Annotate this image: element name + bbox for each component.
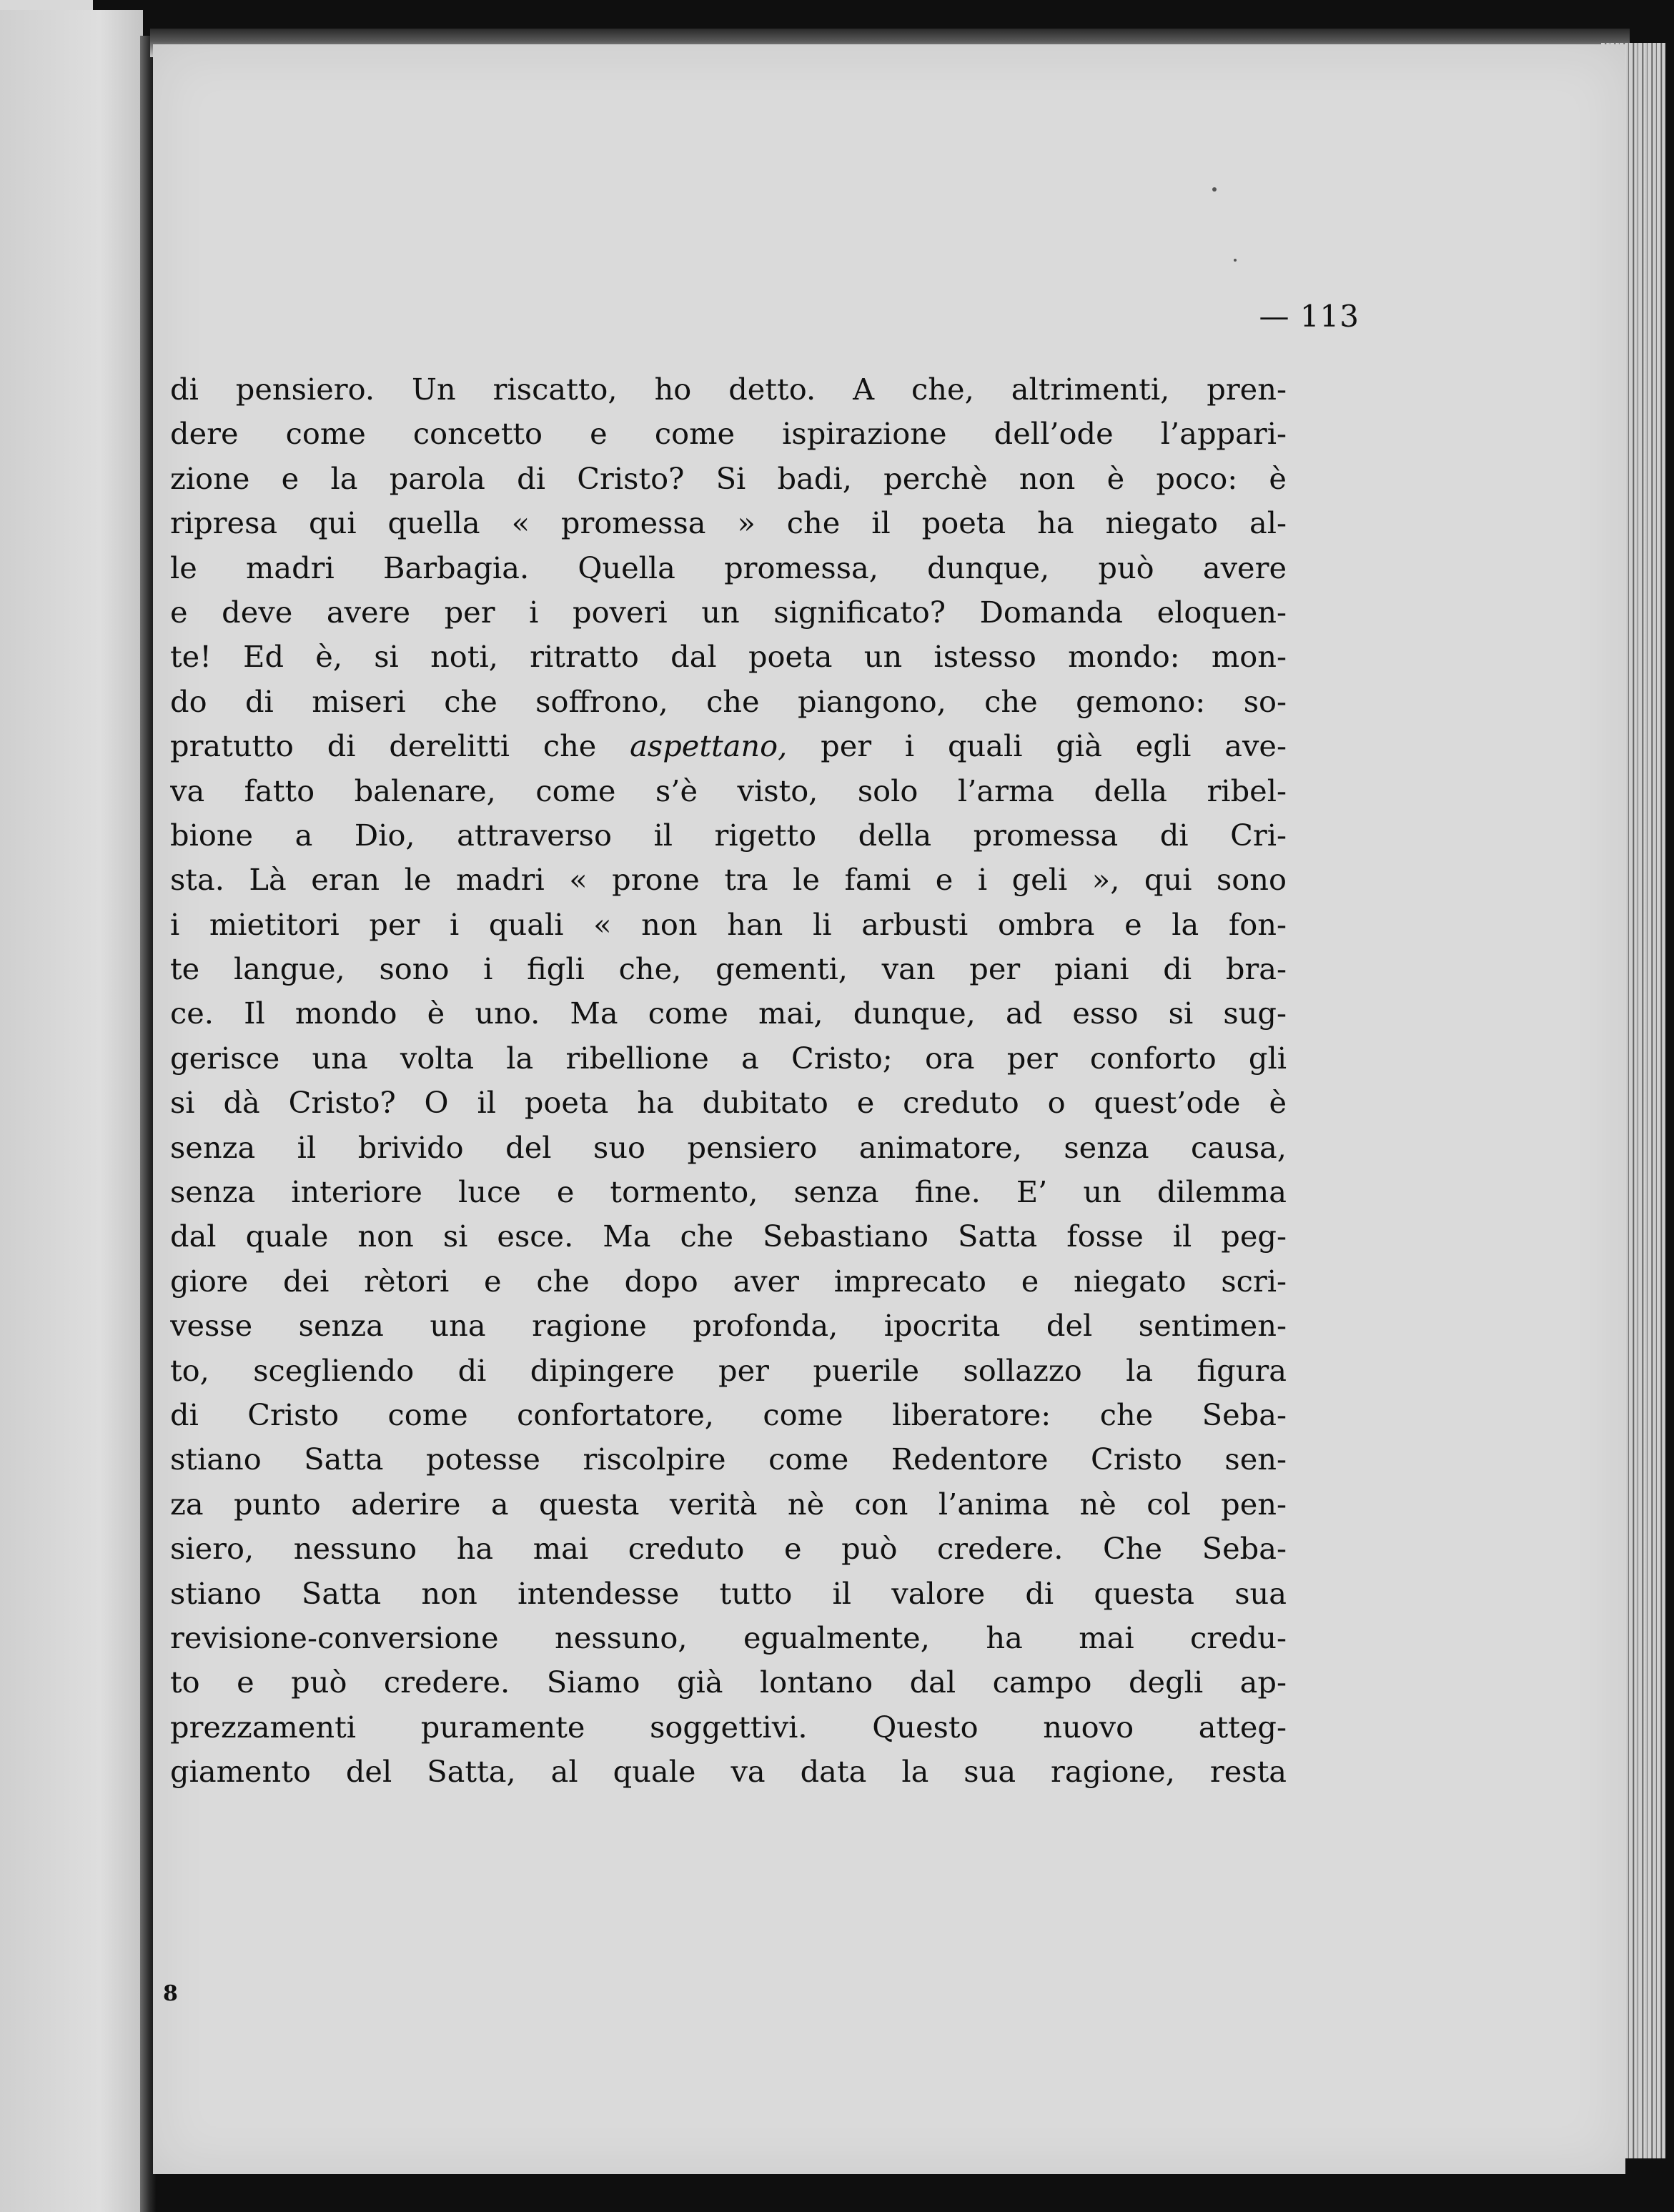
text-line: va fatto balenare, come s’è visto, solo l’arma della ribel- (170, 773, 1287, 808)
text-line: ce. Il mondo è uno. Ma come mai, dunque, ad esso si sug- (170, 996, 1287, 1031)
text-line: giamento del Satta, al quale va data la sua ragione, resta (170, 1754, 1287, 1790)
text-line: prezzamenti puramente soggettivi. Questo nuovo atteg- (170, 1709, 1287, 1745)
text-line: di Cristo come confortatore, come liberatore: che Seba- (170, 1397, 1287, 1432)
text-line: do di miseri che soffrono, che piangono, che gemono: so- (170, 683, 1287, 719)
text-line: to, scegliendo di dipingere per puerile sollazzo la figura (170, 1352, 1287, 1388)
text-line: dere come concetto e come ispirazione dell’ode l’appari- (170, 416, 1287, 452)
text-line: te langue, sono i figli che, gementi, van per piani di bra- (170, 951, 1287, 987)
text-segment: per i quali già egli ave- (787, 728, 1287, 764)
text-line-with-italic (170, 724, 1287, 768)
text-line: siero, nessuno ha mai creduto e può credere. Che Seba- (170, 1531, 1287, 1567)
text-line: e deve avere per i poveri un significato? Domanda eloquen- (170, 594, 1287, 630)
left-page-sliver (0, 10, 143, 2212)
text-line: bione a Dio, attraverso il rigetto della promessa di Cri- (170, 817, 1287, 853)
paper-speck (1212, 187, 1217, 192)
text-line: di pensiero. Un riscatto, ho detto. A che, altrimenti, pren- (170, 372, 1287, 407)
text-line: revisione-conversione nessuno, egualmente, ha mai credu- (170, 1620, 1287, 1655)
text-line: gerisce una volta la ribellione a Cristo; ora per conforto gli (170, 1040, 1287, 1076)
text-line: senza il brivido del suo pensiero animatore, senza causa, (170, 1129, 1287, 1165)
text-line: dal quale non si esce. Ma che Sebastiano Satta fosse il peg- (170, 1219, 1287, 1254)
text-line: stiano Satta non intendesse tutto il valore di questa sua (170, 1575, 1287, 1611)
text-line: sta. Là eran le madri « prone tra le fami e i geli », qui sono (170, 862, 1287, 898)
text-line: zione e la parola di Cristo? Si badi, perchè non è poco: è (170, 460, 1287, 496)
text-line: za punto aderire a questa verità nè con l’anima nè col pen- (170, 1486, 1287, 1522)
paper-speck (1234, 259, 1237, 262)
text-line: le madri Barbagia. Quella promessa, dunque, può avere (170, 550, 1287, 585)
text-line: to e può credere. Siamo già lontano dal campo degli ap- (170, 1665, 1287, 1700)
italic-word: aspettano, (630, 728, 788, 764)
page-number: — 113 (1259, 299, 1359, 334)
text-line: si dà Cristo? O il poeta ha dubitato e creduto o quest’ode è (170, 1085, 1287, 1121)
text-line: stiano Satta potesse riscolpire come Redentore Cristo sen- (170, 1442, 1287, 1477)
text-line: te! Ed è, si noti, ritratto dal poeta un istesso mondo: mon- (170, 639, 1287, 675)
text-line: senza interiore luce e tormento, senza fine. E’ un dilemma (170, 1174, 1287, 1210)
text-line: i mietitori per i quali « non han li arbusti ombra e la fon- (170, 906, 1287, 942)
signature-mark: 8 (163, 1981, 178, 2006)
text-segment: pratutto di derelitti che (170, 728, 630, 764)
text-line: vesse senza una ragione profonda, ipocrita del sentimen- (170, 1308, 1287, 1344)
text-line: giore dei rètori e che dopo aver imprecato e niegato scri- (170, 1263, 1287, 1299)
text-line: ripresa qui quella « promessa » che il poeta ha niegato al- (170, 505, 1287, 541)
body-text (170, 367, 1287, 1795)
